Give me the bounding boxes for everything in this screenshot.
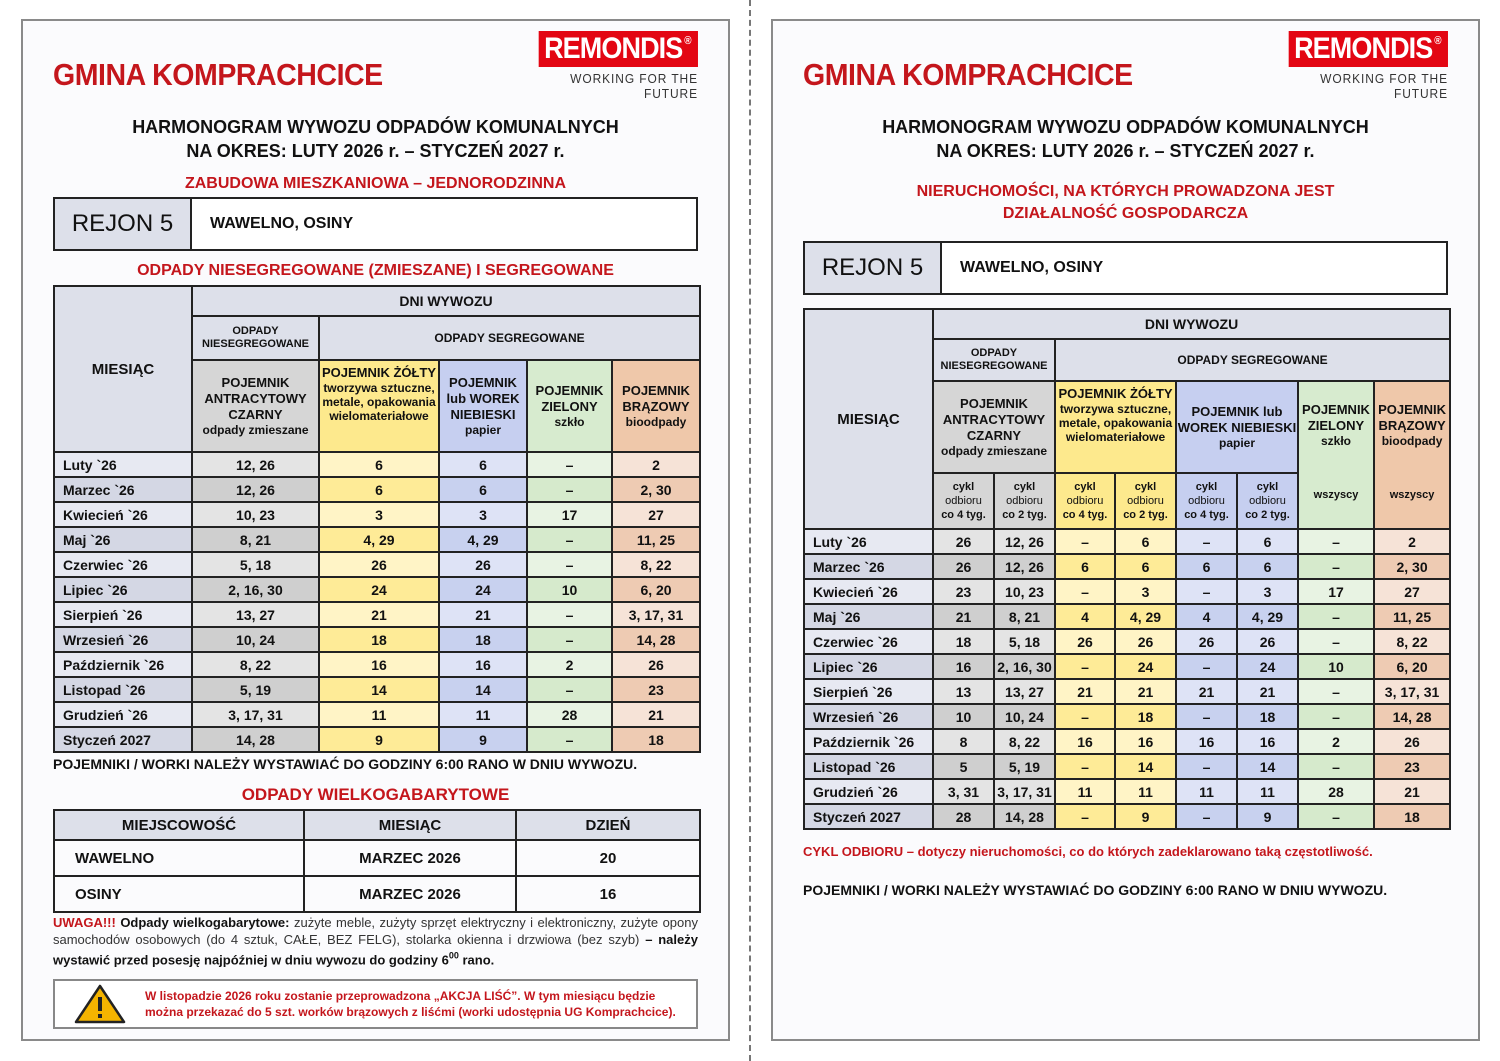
table-row — [54, 702, 700, 727]
pickup-days-blue: 16 — [439, 652, 527, 677]
table-row — [804, 754, 1450, 779]
pickup-days-n2: 18 — [1237, 704, 1298, 729]
pickup-days-black: 5, 18 — [192, 552, 319, 577]
pickup-days-green: – — [1298, 629, 1374, 654]
schedule-page-residential — [21, 19, 730, 1041]
pickup-days-yellow: 14 — [319, 677, 439, 702]
pickup-days-y2: 18 — [1115, 704, 1176, 729]
schedule-heading: HARMONOGRAM WYWOZU ODPADÓW KOMUNALNYCH NA OKRES: LUTY 2026 r. – STYCZEŃ 2027 r. — [132, 117, 619, 161]
month-cell: Styczeń 2027 — [804, 804, 933, 829]
pickup-days-green: 10 — [1298, 654, 1374, 679]
pickup-days-brown: 6, 20 — [612, 577, 700, 602]
pickup-days-yellow: 16 — [319, 652, 439, 677]
table-row — [804, 554, 1450, 579]
pickup-days-y4: 26 — [1055, 629, 1115, 654]
pickup-days-brown: 21 — [612, 702, 700, 727]
pickup-days-n2: 4, 29 — [1237, 604, 1298, 629]
pickup-days-green: – — [527, 727, 612, 752]
sorted-header: ODPADY SEGREGOWANE — [1055, 339, 1450, 381]
col-black-bin: POJEMNIK ANTRACYTOWY CZARNY odpady zmieszane — [933, 381, 1055, 473]
pickup-days-y2: 4, 29 — [1115, 604, 1176, 629]
col-yellow-bin: POJEMNIK ŻÓŁTY tworzywa sztuczne, metale, opakowania wielomateriałowe — [1055, 381, 1176, 473]
cycle-header: cykl odbioru co 2 tyg. — [1115, 473, 1176, 529]
cycle-header: cykl odbioru co 4 tyg. — [933, 473, 994, 529]
pickup-days-yellow: 24 — [319, 577, 439, 602]
pickup-days-y4: – — [1055, 529, 1115, 554]
cycle-header: cykl odbioru co 4 tyg. — [1176, 473, 1237, 529]
pickup-days-blue: 26 — [439, 552, 527, 577]
pickup-days-y4: – — [1055, 754, 1115, 779]
table-row — [54, 727, 700, 752]
pickup-days-blue: 4, 29 — [439, 527, 527, 552]
pickup-days-brown: 23 — [1374, 754, 1450, 779]
pickup-days-black: 5, 19 — [192, 677, 319, 702]
table-row — [804, 579, 1450, 604]
pickup-days-blue: 6 — [439, 477, 527, 502]
pickup-days-y4: – — [1055, 654, 1115, 679]
table-row — [804, 704, 1450, 729]
pickup-days-green: – — [527, 527, 612, 552]
pickup-days-brown: 6, 20 — [1374, 654, 1450, 679]
pickup-days-brown: 26 — [612, 652, 700, 677]
pickup-days-black: 10, 23 — [192, 502, 319, 527]
table-row — [804, 779, 1450, 804]
pickup-days-green: 28 — [1298, 779, 1374, 804]
pickup-days-b4: 28 — [933, 804, 994, 829]
pickup-days-yellow: 21 — [319, 602, 439, 627]
category-label: NIERUCHOMOŚCI, NA KTÓRYCH PROWADZONA JEST DZIAŁALNOŚĆ GOSPODARCZA — [916, 183, 1335, 222]
pickup-days-green: – — [1298, 529, 1374, 554]
table-row: WAWELNO MARZEC 2026 20 — [54, 840, 700, 876]
pickup-days-yellow: 4, 29 — [319, 527, 439, 552]
pickup-days-y4: 6 — [1055, 554, 1115, 579]
pickup-days-yellow: 9 — [319, 727, 439, 752]
pickup-days-b2: 3, 17, 31 — [994, 779, 1055, 804]
pickup-days-green: – — [1298, 754, 1374, 779]
col-green-bin: POJEMNIK ZIELONY szkło — [527, 360, 612, 452]
month-header: MIESIĄC — [804, 309, 933, 529]
bulky-header-day: DZIEŃ — [516, 810, 700, 840]
month-cell: Lipiec `26 — [804, 654, 933, 679]
table-row — [54, 602, 700, 627]
pickup-days-brown: 2, 30 — [612, 477, 700, 502]
pickup-days-n4: 4 — [1176, 604, 1237, 629]
pickup-days-blue: 9 — [439, 727, 527, 752]
pickup-days-b4: 18 — [933, 629, 994, 654]
pickup-days-green: – — [1298, 804, 1374, 829]
pickup-days-blue: 24 — [439, 577, 527, 602]
pickup-days-green: – — [1298, 604, 1374, 629]
pickup-days-n2: 14 — [1237, 754, 1298, 779]
pickup-days-green: – — [1298, 679, 1374, 704]
pickup-days-n2: 24 — [1237, 654, 1298, 679]
col-yellow-bin: POJEMNIK ŻÓŁTY tworzywa sztuczne, metale, opakowania wielomateriałowe — [319, 360, 439, 452]
pickup-days-b4: 3, 31 — [933, 779, 994, 804]
table-row — [804, 729, 1450, 754]
pickup-days-n4: – — [1176, 654, 1237, 679]
pickup-days-b4: 23 — [933, 579, 994, 604]
month-cell: Listopad `26 — [804, 754, 933, 779]
region-places: WAWELNO, OSINY — [960, 259, 1104, 276]
schedule-heading: HARMONOGRAM WYWOZU ODPADÓW KOMUNALNYCH NA OKRES: LUTY 2026 r. – STYCZEŃ 2027 r. — [882, 117, 1369, 161]
pickup-days-y4: – — [1055, 804, 1115, 829]
pickup-days-black: 8, 22 — [192, 652, 319, 677]
pickup-days-green: – — [527, 552, 612, 577]
table-row — [804, 604, 1450, 629]
logo-box: REMONDIS ® — [539, 31, 698, 67]
pickup-days-yellow: 6 — [319, 452, 439, 477]
pickup-days-b4: 5 — [933, 754, 994, 779]
col-brown-bin: POJEMNIK BRĄZOWY bioodpady — [612, 360, 700, 452]
pickup-days-b4: 26 — [933, 529, 994, 554]
table-row — [54, 502, 700, 527]
pickup-days-n2: 16 — [1237, 729, 1298, 754]
pickup-days-green: – — [527, 677, 612, 702]
pickup-days-brown: 21 — [1374, 779, 1450, 804]
logo-tagline: WORKING FOR THE FUTURE — [1320, 71, 1448, 101]
pickup-days-n4: – — [1176, 529, 1237, 554]
pickup-days-b4: 13 — [933, 679, 994, 704]
pickup-days-y4: 21 — [1055, 679, 1115, 704]
pickup-days-b2: 12, 26 — [994, 529, 1055, 554]
pickup-days-b2: 12, 26 — [994, 554, 1055, 579]
category-label: ZABUDOWA MIESZKANIOWA – JEDNORODZINNA — [184, 175, 567, 192]
pickup-days-green: 17 — [1298, 579, 1374, 604]
pickup-days-brown: 27 — [1374, 579, 1450, 604]
pickup-days-y4: – — [1055, 579, 1115, 604]
month-cell: Czerwiec `26 — [54, 552, 192, 577]
pickup-days-blue: 18 — [439, 627, 527, 652]
table-row — [54, 452, 700, 477]
col-blue-bin: POJEMNIK lub WOREK NIEBIESKI papier — [439, 360, 527, 452]
pickup-days-green: 2 — [1298, 729, 1374, 754]
pickup-days-n4: 11 — [1176, 779, 1237, 804]
pickup-days-y4: 4 — [1055, 604, 1115, 629]
pickup-days-n4: 6 — [1176, 554, 1237, 579]
pickup-days-black: 8, 21 — [192, 527, 319, 552]
pickup-days-n2: 26 — [1237, 629, 1298, 654]
bulky-header-month: MIESIĄC — [304, 810, 516, 840]
month-cell: Listopad `26 — [54, 677, 192, 702]
pickup-days-n2: 3 — [1237, 579, 1298, 604]
pickup-days-brown: 11, 25 — [612, 527, 700, 552]
remondis-logo — [1268, 31, 1448, 101]
table-row — [804, 679, 1450, 704]
month-cell: Marzec `26 — [54, 477, 192, 502]
region-label: REJON 5 — [55, 199, 192, 249]
pickup-days-black: 14, 28 — [192, 727, 319, 752]
pickup-days-y2: 16 — [1115, 729, 1176, 754]
pickup-days-n4: 21 — [1176, 679, 1237, 704]
pickup-days-yellow: 18 — [319, 627, 439, 652]
cycle-note: CYKL ODBIORU – dotyczy nieruchomości, co do których zadeklarowano taką częstotliwość. — [803, 844, 1373, 859]
pickup-days-b2: 2, 16, 30 — [994, 654, 1055, 679]
pickup-days-yellow: 26 — [319, 552, 439, 577]
pickup-days-b2: 10, 24 — [994, 704, 1055, 729]
pickup-days-b2: 10, 23 — [994, 579, 1055, 604]
month-header: MIESIĄC — [54, 286, 192, 452]
pickup-days-n4: 16 — [1176, 729, 1237, 754]
month-cell: Październik `26 — [804, 729, 933, 754]
bulky-title: ODPADY WIELKOGABARYTOWE — [241, 785, 510, 804]
pickup-days-y2: 9 — [1115, 804, 1176, 829]
pickup-days-blue: 3 — [439, 502, 527, 527]
pickup-days-brown: 26 — [1374, 729, 1450, 754]
pickup-days-blue: 11 — [439, 702, 527, 727]
pickup-days-y2: 21 — [1115, 679, 1176, 704]
put-out-note: POJEMNIKI / WORKI NALEŻY WYSTAWIAĆ DO GODZINY 6:00 RANO W DNIU WYWOZU. — [803, 882, 1388, 898]
month-cell: Wrzesień `26 — [804, 704, 933, 729]
pickup-days-brown: 8, 22 — [612, 552, 700, 577]
pickup-days-brown: 14, 28 — [612, 627, 700, 652]
bulky-waste-table — [53, 809, 701, 913]
table-row — [54, 652, 700, 677]
pickup-days-green: 28 — [527, 702, 612, 727]
pickup-days-green: – — [527, 452, 612, 477]
pickup-days-y4: 16 — [1055, 729, 1115, 754]
pickup-days-brown: 11, 25 — [1374, 604, 1450, 629]
table-row — [804, 804, 1450, 829]
table-row: OSINY MARZEC 2026 16 — [54, 876, 700, 912]
pickup-days-blue: 6 — [439, 452, 527, 477]
month-cell: Marzec `26 — [804, 554, 933, 579]
pickup-days-yellow: 11 — [319, 702, 439, 727]
pickup-days-brown: 14, 28 — [1374, 704, 1450, 729]
month-cell: Maj `26 — [54, 527, 192, 552]
table-row — [54, 527, 700, 552]
table-row — [54, 677, 700, 702]
put-out-note: POJEMNIKI / WORKI NALEŻY WYSTAWIAĆ DO GODZINY 6:00 RANO W DNIU WYWOZU. — [53, 756, 638, 772]
pickup-days-n2: 11 — [1237, 779, 1298, 804]
cut-line-divider — [749, 0, 751, 1061]
collection-schedule-table — [803, 308, 1451, 830]
pickup-days-yellow: 3 — [319, 502, 439, 527]
month-cell: Sierpień `26 — [804, 679, 933, 704]
schedule-page-business — [771, 19, 1480, 1041]
pickup-days-brown: 23 — [612, 677, 700, 702]
pickup-days-green: – — [1298, 554, 1374, 579]
month-cell: Grudzień `26 — [804, 779, 933, 804]
pickup-days-y2: 11 — [1115, 779, 1176, 804]
table-row — [54, 627, 700, 652]
pickup-days-brown: 3, 17, 31 — [1374, 679, 1450, 704]
table-row — [54, 552, 700, 577]
pickup-days-n4: – — [1176, 579, 1237, 604]
pickup-days-blue: 21 — [439, 602, 527, 627]
pickup-days-blue: 14 — [439, 677, 527, 702]
warning-triangle-icon — [55, 984, 145, 1024]
table-row — [804, 654, 1450, 679]
pickup-days-n4: – — [1176, 704, 1237, 729]
pickup-days-brown: 2 — [612, 452, 700, 477]
cycle-header: cykl odbioru co 2 tyg. — [1237, 473, 1298, 529]
pickup-days-b2: 5, 18 — [994, 629, 1055, 654]
pickup-days-y2: 14 — [1115, 754, 1176, 779]
logo-tagline: WORKING FOR THE FUTURE — [570, 71, 698, 101]
pickup-days-green: 2 — [527, 652, 612, 677]
region-box — [53, 197, 698, 251]
pickup-days-b2: 13, 27 — [994, 679, 1055, 704]
table-row — [54, 477, 700, 502]
pickup-days-y2: 6 — [1115, 554, 1176, 579]
col-black-bin: POJEMNIK ANTRACYTOWY CZARNY odpady zmieszane — [192, 360, 319, 452]
pickup-days-y4: 11 — [1055, 779, 1115, 804]
municipality-title: GMINA KOMPRACHCICE — [53, 57, 383, 92]
pickup-days-b4: 8 — [933, 729, 994, 754]
pickup-days-green: – — [527, 477, 612, 502]
region-box — [803, 241, 1448, 295]
pickup-days-y2: 6 — [1115, 529, 1176, 554]
pickup-days-y4: – — [1055, 704, 1115, 729]
pickup-days-brown: 18 — [1374, 804, 1450, 829]
municipality-title: GMINA KOMPRACHCICE — [803, 57, 1133, 92]
col-brown-bin: POJEMNIK BRĄZOWY bioodpady wszyscy — [1374, 381, 1450, 529]
region-places: WAWELNO, OSINY — [210, 215, 354, 232]
month-cell: Październik `26 — [54, 652, 192, 677]
pickup-days-n4: 26 — [1176, 629, 1237, 654]
month-cell: Kwiecień `26 — [54, 502, 192, 527]
pickup-days-b2: 8, 22 — [994, 729, 1055, 754]
table-row — [804, 629, 1450, 654]
month-cell: Sierpień `26 — [54, 602, 192, 627]
pickup-days-b4: 26 — [933, 554, 994, 579]
col-blue-bin: POJEMNIK lub WOREK NIEBIESKI papier — [1176, 381, 1298, 473]
pickup-days-green: 17 — [527, 502, 612, 527]
col-green-bin: POJEMNIK ZIELONY szkło wszyscy — [1298, 381, 1374, 529]
cycle-header: cykl odbioru co 4 tyg. — [1055, 473, 1115, 529]
pickup-days-brown: 8, 22 — [1374, 629, 1450, 654]
unsorted-header: ODPADY NIESEGREGOWANE — [192, 316, 319, 360]
month-cell: Lipiec `26 — [54, 577, 192, 602]
pickup-days-y2: 3 — [1115, 579, 1176, 604]
bulky-waste-notice: UWAGA!!! Odpady wielkogabarytowe: zużyte meble, zużyty sprzęt elektryczny i elektroniczny, zużyte opony samochodów osobowych (do 4 sztuk, CAŁE, BEZ FELG), stolarka okienna i drzwiowa (bez szyb) – należy wystawić przed posesję najpóźniej w dniu wywozu do godziny $6^{00}$ rano. — [53, 915, 698, 968]
days-header: DNI WYWOZU — [933, 309, 1450, 339]
month-cell: Luty `26 — [804, 529, 933, 554]
pickup-days-n4: – — [1176, 804, 1237, 829]
month-cell: Wrzesień `26 — [54, 627, 192, 652]
month-cell: Grudzień `26 — [54, 702, 192, 727]
pickup-days-b2: 5, 19 — [994, 754, 1055, 779]
month-cell: Czerwiec `26 — [804, 629, 933, 654]
month-cell: Maj `26 — [804, 604, 933, 629]
pickup-days-black: 2, 16, 30 — [192, 577, 319, 602]
pickup-days-green: – — [527, 627, 612, 652]
table-row — [804, 529, 1450, 554]
pickup-days-n2: 21 — [1237, 679, 1298, 704]
pickup-days-brown: 2 — [1374, 529, 1450, 554]
pickup-days-brown: 2, 30 — [1374, 554, 1450, 579]
pickup-days-brown: 18 — [612, 727, 700, 752]
month-cell: Kwiecień `26 — [804, 579, 933, 604]
table-row — [54, 577, 700, 602]
pickup-days-n2: 6 — [1237, 554, 1298, 579]
pickup-days-n2: 9 — [1237, 804, 1298, 829]
month-cell: Luty `26 — [54, 452, 192, 477]
pickup-days-n4: – — [1176, 754, 1237, 779]
unsorted-header: ODPADY NIESEGREGOWANE — [933, 339, 1055, 381]
pickup-days-brown: 3, 17, 31 — [612, 602, 700, 627]
pickup-days-b2: 8, 21 — [994, 604, 1055, 629]
collection-schedule-table — [53, 285, 701, 753]
month-cell: Styczeń 2027 — [54, 727, 192, 752]
pickup-days-b4: 16 — [933, 654, 994, 679]
pickup-days-green: – — [1298, 704, 1374, 729]
pickup-days-green: – — [527, 602, 612, 627]
pickup-days-black: 3, 17, 31 — [192, 702, 319, 727]
pickup-days-b4: 21 — [933, 604, 994, 629]
bulky-header-place: MIEJSCOWOŚĆ — [54, 810, 304, 840]
pickup-days-y2: 26 — [1115, 629, 1176, 654]
pickup-days-black: 10, 24 — [192, 627, 319, 652]
days-header: DNI WYWOZU — [192, 286, 700, 316]
pickup-days-b2: 14, 28 — [994, 804, 1055, 829]
section-title: ODPADY NIESEGREGOWANE (ZMIESZANE) I SEGREGOWANE — [137, 262, 614, 279]
pickup-days-black: 13, 27 — [192, 602, 319, 627]
remondis-logo — [518, 31, 698, 101]
pickup-days-yellow: 6 — [319, 477, 439, 502]
pickup-days-y2: 24 — [1115, 654, 1176, 679]
pickup-days-brown: 27 — [612, 502, 700, 527]
region-label: REJON 5 — [805, 243, 942, 293]
leaf-action-alert: W listopadzie 2026 roku zostanie przeprowadzona „AKCJA LIŚĆ”. W tym miesiącu będzie można przekazać do 5 szt. worków brązowych z liśćmi (worki udostępnia UG Komprachcice). — [53, 979, 698, 1029]
pickup-days-black: 12, 26 — [192, 477, 319, 502]
cycle-header: cykl odbioru co 2 tyg. — [994, 473, 1055, 529]
sorted-header: ODPADY SEGREGOWANE — [319, 316, 700, 360]
pickup-days-n2: 6 — [1237, 529, 1298, 554]
pickup-days-black: 12, 26 — [192, 452, 319, 477]
pickup-days-green: 10 — [527, 577, 612, 602]
pickup-days-b4: 10 — [933, 704, 994, 729]
logo-box: REMONDIS ® — [1289, 31, 1448, 67]
